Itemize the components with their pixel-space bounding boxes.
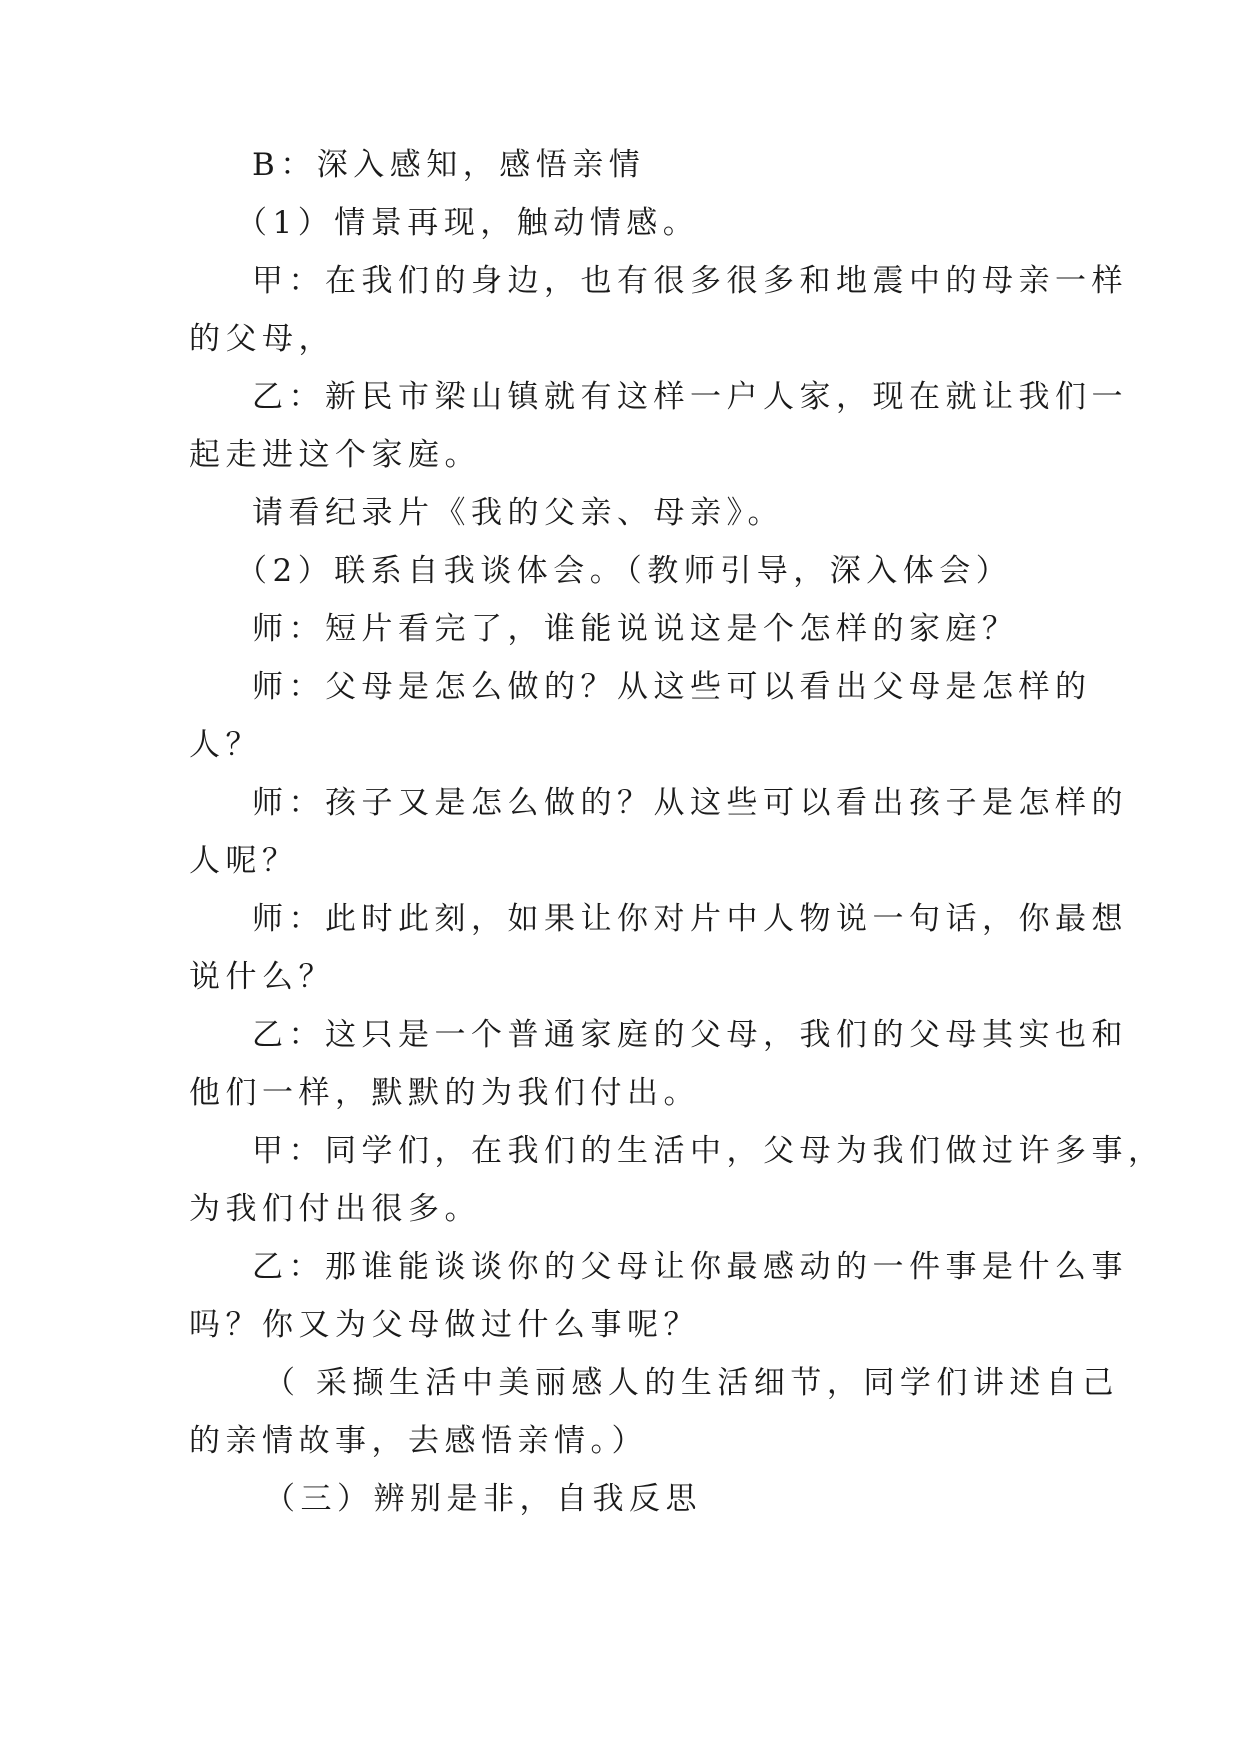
paragraph-line: 说什么？ bbox=[189, 959, 335, 995]
paragraph-line: 为我们付出很多。 bbox=[189, 1191, 481, 1227]
paragraph-line: 的父母， bbox=[189, 321, 335, 357]
paragraph-line: 乙：这只是一个普通家庭的父母，我们的父母其实也和 bbox=[252, 1017, 1128, 1053]
paragraph-line: 乙：新民市梁山镇就有这样一户人家，现在就让我们一 bbox=[252, 379, 1128, 415]
paragraph-line: 甲：同学们，在我们的生活中，父母为我们做过许多事， bbox=[252, 1133, 1165, 1169]
paragraph-line: 师：短片看完了，谁能说说这是个怎样的家庭？ bbox=[252, 611, 1019, 647]
paragraph-line: 的亲情故事，去感悟亲情。） bbox=[189, 1423, 648, 1459]
section-heading: （三）辨别是非，自我反思 bbox=[264, 1481, 702, 1517]
paragraph-line: 师：此时此刻，如果让你对片中人物说一句话，你最想 bbox=[252, 901, 1128, 937]
subsection-heading: （1）情景再现，触动情感。 bbox=[236, 205, 700, 241]
paragraph-line: （ 采撷生活中美丽感人的生活细节，同学们讲述自己 bbox=[264, 1365, 1119, 1401]
paragraph-line: 师：孩子又是怎么做的？从这些可以看出孩子是怎样的 bbox=[252, 785, 1128, 821]
paragraph-line: 吗？你又为父母做过什么事呢？ bbox=[189, 1307, 700, 1343]
paragraph-line: 请看纪录片《我的父亲、母亲》。 bbox=[252, 495, 784, 531]
paragraph-line: 起走进这个家庭。 bbox=[189, 437, 481, 473]
paragraph-line: 他们一样，默默的为我们付出。 bbox=[189, 1075, 700, 1111]
paragraph-line: 甲：在我们的身边，也有很多很多和地震中的母亲一样 bbox=[252, 263, 1128, 299]
paragraph-line: 师：父母是怎么做的？从这些可以看出父母是怎样的 bbox=[252, 669, 1092, 705]
subsection-heading: （2）联系自我谈体会。（教师引导，深入体会） bbox=[236, 553, 1013, 589]
paragraph-line: 人？ bbox=[189, 727, 262, 763]
paragraph-line: 人呢？ bbox=[189, 843, 299, 879]
section-heading: B：深入感知，感悟亲情 bbox=[252, 147, 646, 183]
paragraph-line: 乙：那谁能谈谈你的父母让你最感动的一件事是什么事 bbox=[252, 1249, 1128, 1285]
